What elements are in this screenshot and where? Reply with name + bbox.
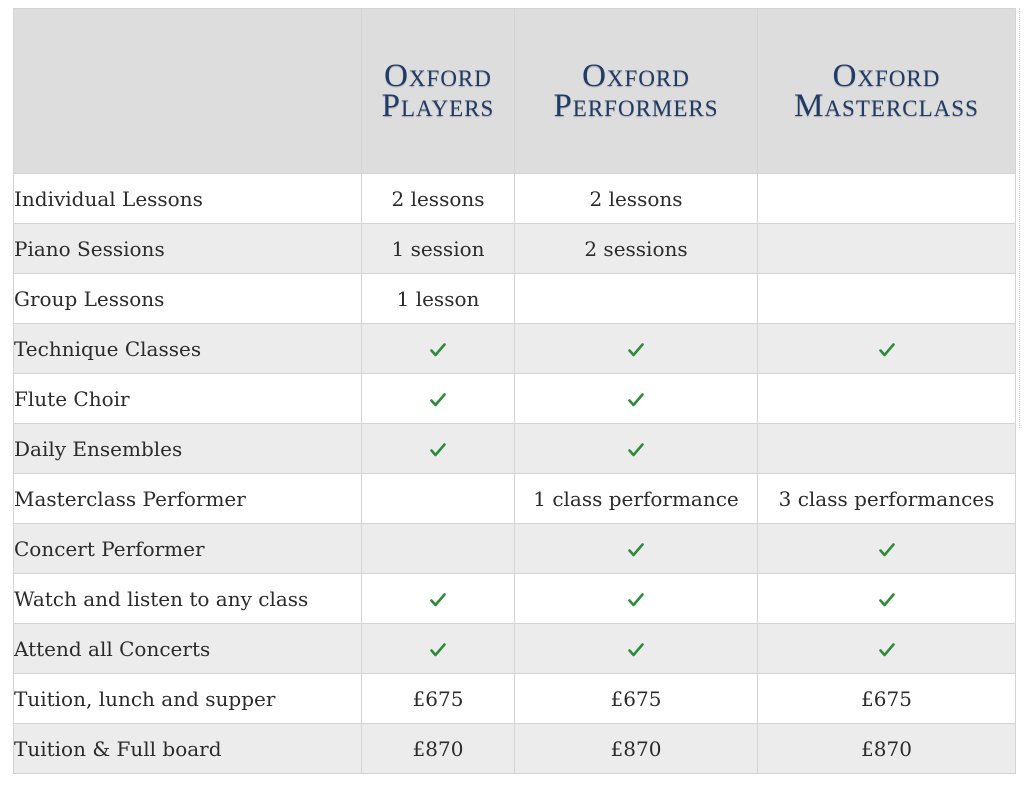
cell-performers [515, 624, 758, 674]
column-header-line: Oxford [384, 58, 492, 94]
table-row [14, 424, 1016, 474]
cell-performers: 2 sessions [515, 224, 758, 274]
feature-label: Watch and listen to any class [14, 574, 362, 624]
feature-label: Group Lessons [14, 274, 362, 324]
header-corner-cell [14, 9, 362, 174]
cell-players [362, 474, 515, 524]
check-icon [628, 543, 644, 557]
cell-performers [515, 274, 758, 324]
check-icon [628, 643, 644, 657]
cell-performers [515, 374, 758, 424]
table-row [14, 524, 1016, 574]
check-icon [430, 593, 446, 607]
feature-label: Masterclass Performer [14, 474, 362, 524]
cell-players: 1 session [362, 224, 515, 274]
cell-masterclass [758, 374, 1016, 424]
table-row [14, 324, 1016, 374]
table-row [14, 624, 1016, 674]
column-header-line: Oxford [582, 58, 690, 94]
feature-label: Individual Lessons [14, 174, 362, 224]
check-icon [628, 443, 644, 457]
cell-masterclass [758, 274, 1016, 324]
cell-performers: 1 class performance [515, 474, 758, 524]
check-icon [430, 443, 446, 457]
table-row [14, 174, 1016, 224]
cell-masterclass [758, 174, 1016, 224]
column-header-oxford-performers [515, 9, 758, 174]
check-icon [879, 543, 895, 557]
cell-players [362, 574, 515, 624]
cell-masterclass [758, 324, 1016, 374]
cell-performers: £870 [515, 724, 758, 774]
check-icon [628, 593, 644, 607]
table-body [14, 174, 1016, 774]
cell-masterclass [758, 224, 1016, 274]
feature-label: Attend all Concerts [14, 624, 362, 674]
check-icon [430, 343, 446, 357]
column-header-oxford-players [362, 9, 515, 174]
feature-label: Flute Choir [14, 374, 362, 424]
feature-label: Piano Sessions [14, 224, 362, 274]
comparison-table-container [13, 8, 1016, 774]
feature-label: Concert Performer [14, 524, 362, 574]
feature-label: Daily Ensembles [14, 424, 362, 474]
cell-players: 1 lesson [362, 274, 515, 324]
feature-label: Tuition & Full board [14, 724, 362, 774]
cell-players [362, 624, 515, 674]
side-divider [1019, 8, 1020, 428]
cell-players: £675 [362, 674, 515, 724]
cell-players [362, 374, 515, 424]
table-row [14, 574, 1016, 624]
table-row [14, 474, 1016, 524]
cell-players: 2 lessons [362, 174, 515, 224]
check-icon [430, 643, 446, 657]
cell-masterclass [758, 424, 1016, 474]
column-header-line: Masterclass [794, 88, 979, 124]
check-icon [879, 593, 895, 607]
cell-players [362, 424, 515, 474]
cell-masterclass [758, 524, 1016, 574]
cell-players [362, 324, 515, 374]
cell-masterclass: 3 class performances [758, 474, 1016, 524]
check-icon [628, 393, 644, 407]
cell-performers [515, 524, 758, 574]
cell-masterclass: £870 [758, 724, 1016, 774]
check-icon [879, 343, 895, 357]
cell-performers [515, 424, 758, 474]
table-row [14, 674, 1016, 724]
table-header-row [14, 9, 1016, 174]
table-row [14, 374, 1016, 424]
cell-masterclass [758, 574, 1016, 624]
table-row [14, 224, 1016, 274]
cell-players [362, 524, 515, 574]
column-header-line: Oxford [832, 58, 941, 94]
check-icon [879, 643, 895, 657]
table-row [14, 724, 1016, 774]
cell-players: £870 [362, 724, 515, 774]
check-icon [628, 343, 644, 357]
cell-performers [515, 574, 758, 624]
column-header-oxford-masterclass [758, 9, 1016, 174]
cell-masterclass: £675 [758, 674, 1016, 724]
course-comparison-table [13, 8, 1016, 774]
column-header-line: Players [381, 88, 495, 124]
cell-performers: £675 [515, 674, 758, 724]
cell-performers: 2 lessons [515, 174, 758, 224]
column-header-line: Performers [553, 88, 719, 124]
feature-label: Tuition, lunch and supper [14, 674, 362, 724]
cell-masterclass [758, 624, 1016, 674]
check-icon [430, 393, 446, 407]
table-row [14, 274, 1016, 324]
feature-label: Technique Classes [14, 324, 362, 374]
cell-performers [515, 324, 758, 374]
